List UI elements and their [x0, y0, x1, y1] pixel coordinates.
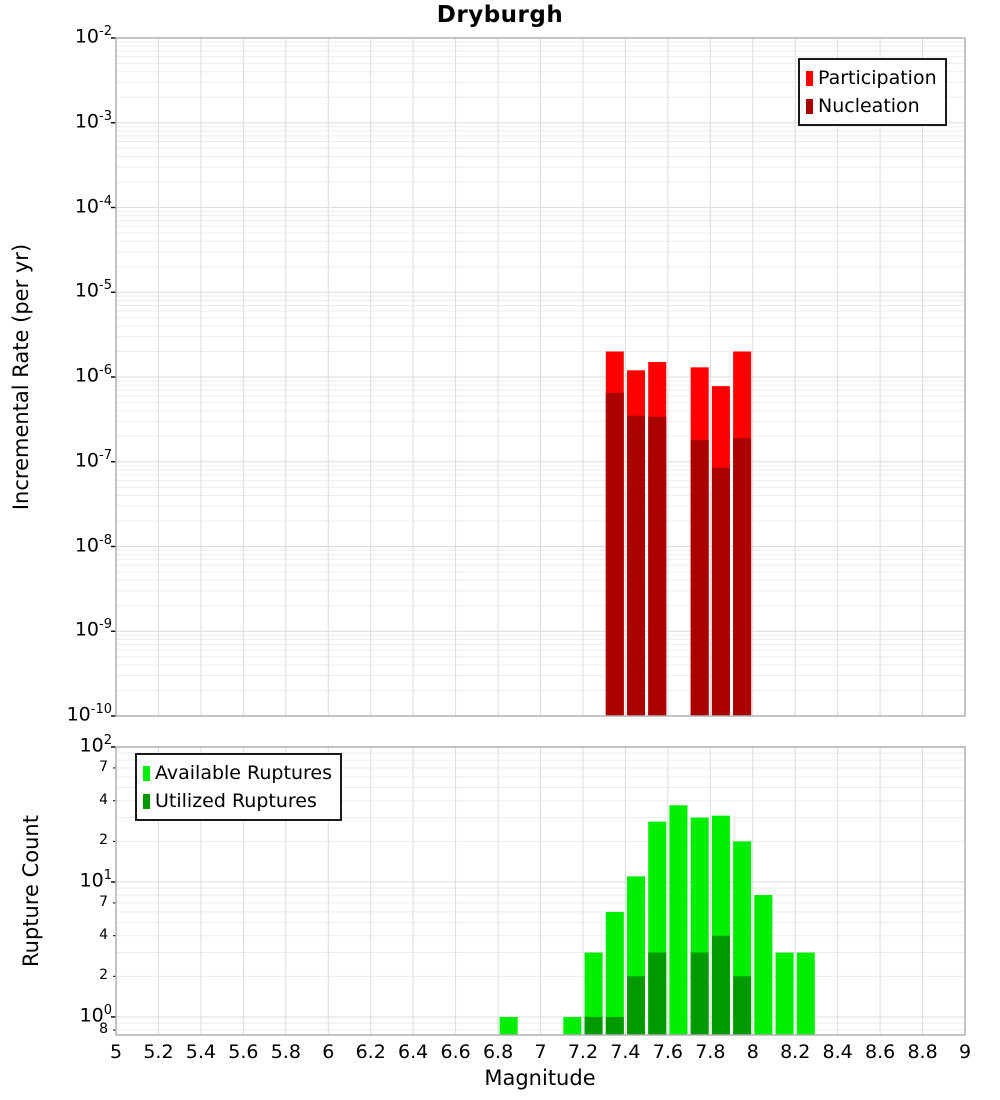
- available-ruptures-swatch: [143, 766, 150, 781]
- x-tick-label: 6.8: [482, 1041, 514, 1063]
- y-tick-base: 10: [74, 618, 100, 641]
- x-tick-label: 9: [958, 1041, 972, 1063]
- y-tick-exponent: -3: [99, 108, 112, 124]
- utilized-rupture-bar: [712, 936, 730, 1035]
- y-tick-base: 10: [66, 703, 91, 726]
- nucleation-bar: [691, 440, 709, 716]
- nucleation-bar: [648, 417, 666, 716]
- utilized-rupture-bar: [648, 953, 666, 1035]
- x-tick-label: 8.4: [822, 1041, 853, 1063]
- available-rupture-bar: [754, 895, 772, 1035]
- y-tick-label: [0, 278, 112, 301]
- available-rupture-bar: [797, 953, 815, 1035]
- y-tick-exponent: -9: [99, 617, 112, 633]
- y-minor-tick-label: 2: [99, 832, 108, 849]
- utilized-rupture-bar: [691, 953, 709, 1035]
- y-tick-base: 10: [74, 25, 100, 48]
- y-tick-base: 10: [74, 110, 100, 133]
- x-tick-label: 7.6: [652, 1041, 683, 1063]
- available-rupture-bar: [500, 1017, 518, 1035]
- chart-title: Dryburgh: [436, 2, 564, 28]
- x-tick-label: 6.6: [440, 1041, 471, 1063]
- utilized-rupture-bar: [733, 976, 751, 1035]
- y-minor-tick-label: 4: [99, 791, 108, 808]
- utilized-rupture-bar: [606, 1017, 624, 1035]
- y-tick-exponent: 0: [103, 1002, 112, 1018]
- y-tick-label: [0, 617, 112, 640]
- legend-entry-nucleation: [806, 92, 937, 120]
- x-tick-label: 8.2: [780, 1041, 811, 1063]
- nucleation-bar: [627, 416, 645, 716]
- x-tick-label: 7: [534, 1041, 547, 1063]
- x-tick-label: 5.4: [185, 1041, 216, 1063]
- x-tick-label: 8.6: [864, 1041, 896, 1063]
- available-rupture-bar: [669, 805, 687, 1035]
- y-minor-tick-label: 7: [99, 893, 108, 910]
- x-tick-label: 6.2: [355, 1041, 386, 1063]
- legend-entry-participation: [806, 64, 937, 92]
- y-tick-label: [0, 868, 112, 891]
- y-tick-label: [0, 194, 112, 217]
- y-tick-base: 10: [74, 279, 100, 302]
- x-tick-label: 5.2: [143, 1041, 174, 1063]
- magnitude-axis-label: Magnitude: [484, 1066, 596, 1090]
- utilized-ruptures-swatch: [143, 794, 150, 809]
- y-tick-base: 10: [79, 869, 104, 892]
- nucleation-bar: [606, 393, 624, 716]
- nucleation-swatch: [806, 99, 813, 114]
- y-tick-label: [0, 363, 112, 386]
- y-tick-label: [0, 533, 112, 556]
- y-tick-base: 10: [74, 449, 100, 472]
- y-tick-label: [0, 733, 112, 756]
- x-tick-label: 6: [322, 1041, 335, 1063]
- y-tick-label: [0, 24, 112, 47]
- x-tick-label: 8: [746, 1041, 759, 1063]
- y-tick-base: 10: [74, 364, 100, 387]
- utilized-ruptures-legend-label: Utilized Ruptures: [155, 790, 317, 812]
- y-minor-tick-label: 2: [99, 967, 108, 984]
- available-rupture-bar: [776, 953, 794, 1035]
- y-tick-label: [0, 702, 112, 725]
- nucleation-bar: [733, 438, 751, 716]
- y-tick-exponent: -10: [90, 702, 112, 717]
- y-tick-base: 10: [74, 533, 100, 556]
- y-tick-base: 10: [79, 734, 104, 757]
- rupture-count-axis-label: Rupture Count: [19, 815, 43, 967]
- y-tick-exponent: 1: [103, 867, 112, 883]
- y-minor-tick-label: 8: [99, 1021, 108, 1038]
- y-tick-exponent: 2: [103, 733, 112, 748]
- participation-swatch: [806, 71, 813, 86]
- rate-legend: [798, 58, 947, 126]
- rupture-legend: [135, 753, 342, 821]
- legend-entry-available: [143, 759, 332, 787]
- available-rupture-bar: [563, 1017, 581, 1035]
- y-tick-base: 10: [79, 1004, 104, 1027]
- available-ruptures-legend-label: Available Ruptures: [155, 762, 332, 784]
- x-tick-label: 7.2: [567, 1041, 599, 1063]
- utilized-rupture-bar: [627, 976, 645, 1035]
- x-tick-label: 8.8: [907, 1041, 938, 1063]
- y-tick-exponent: -8: [99, 532, 112, 548]
- y-tick-exponent: -5: [99, 278, 112, 294]
- y-tick-base: 10: [74, 194, 100, 217]
- y-tick-label: [0, 448, 112, 471]
- nucleation-legend-label: Nucleation: [818, 95, 920, 117]
- x-tick-label: 5.6: [228, 1041, 259, 1063]
- y-tick-exponent: -2: [99, 24, 112, 39]
- participation-legend-label: Participation: [818, 67, 937, 89]
- x-tick-label: 7.4: [610, 1041, 641, 1063]
- x-tick-label: 5: [109, 1041, 123, 1063]
- utilized-rupture-bar: [585, 1017, 603, 1035]
- y-tick-exponent: -6: [99, 363, 112, 378]
- y-minor-tick-label: 7: [99, 758, 108, 775]
- x-tick-label: 6.4: [398, 1041, 429, 1063]
- available-rupture-bar: [606, 912, 624, 1035]
- legend-entry-utilized: [143, 787, 332, 815]
- x-tick-label: 5.8: [270, 1041, 301, 1063]
- nucleation-bar: [712, 468, 730, 716]
- y-tick-exponent: -4: [99, 193, 112, 209]
- y-tick-label: [0, 109, 112, 132]
- y-tick-exponent: -7: [99, 447, 112, 463]
- incremental-rate-axis-label: Incremental Rate (per yr): [9, 243, 33, 511]
- x-tick-label: 7.8: [695, 1041, 726, 1063]
- y-minor-tick-label: 4: [99, 926, 108, 943]
